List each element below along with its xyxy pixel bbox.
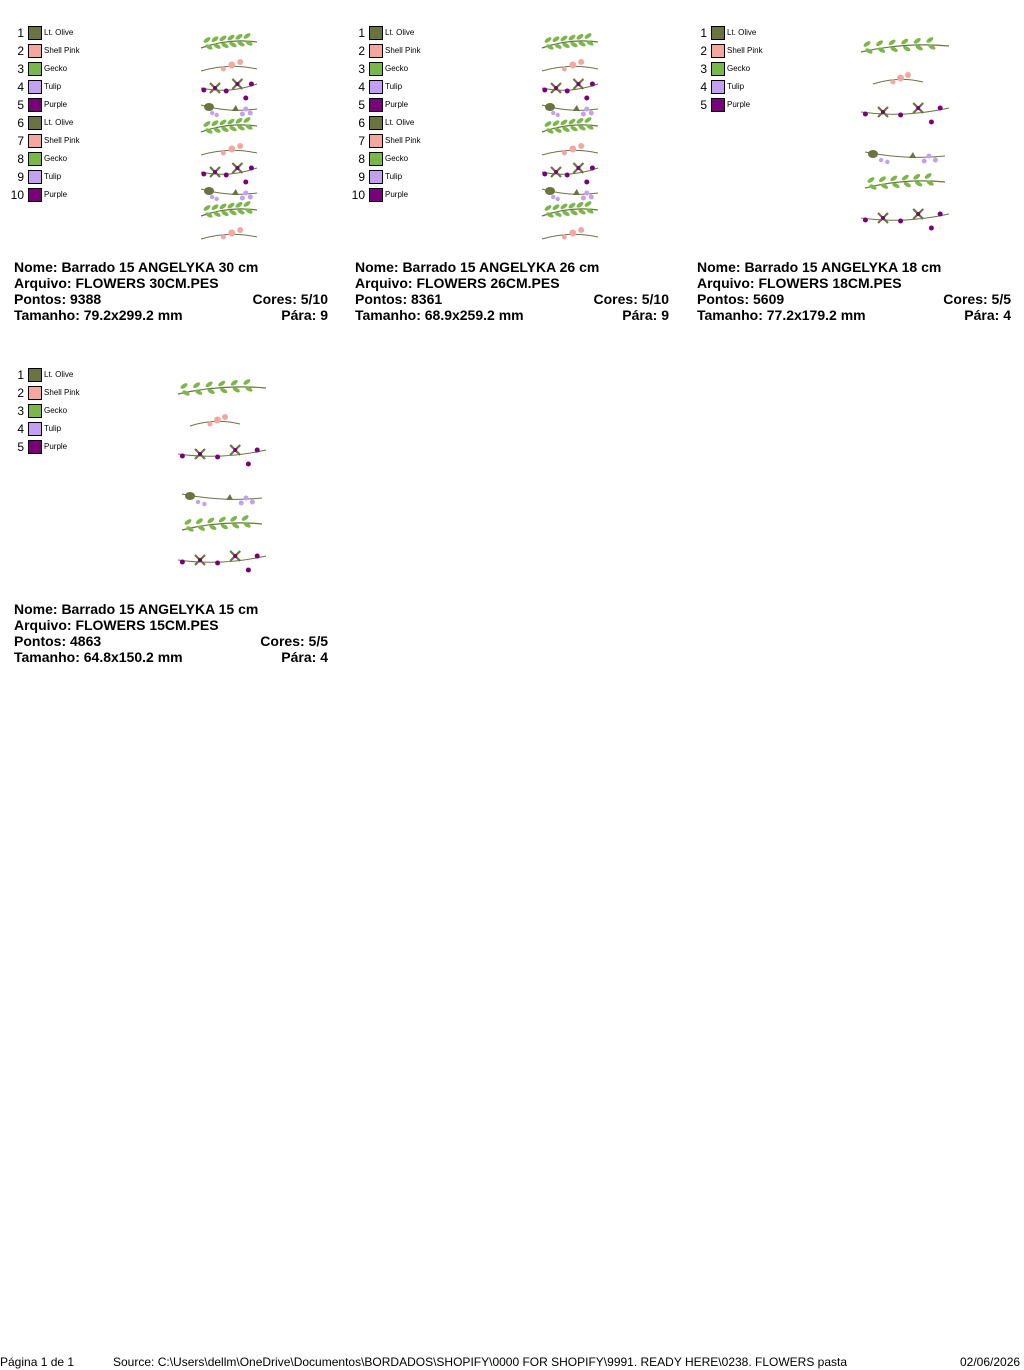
color-number: 8 <box>358 152 365 166</box>
color-name: Gecko <box>44 154 68 163</box>
design-size: Tamanho: 64.8x150.2 mm <box>14 649 183 665</box>
design-size: Tamanho: 79.2x299.2 mm <box>14 307 183 323</box>
color-name: Shell Pink <box>385 136 421 145</box>
color-swatch <box>28 62 42 76</box>
color-name: Tulip <box>385 82 403 91</box>
color-swatch <box>28 152 42 166</box>
color-swatch <box>28 116 42 130</box>
color-number: 9 <box>17 170 24 184</box>
color-number: 1 <box>358 26 365 40</box>
color-name: Lt. Olive <box>727 28 757 37</box>
color-number: 7 <box>17 134 24 148</box>
color-swatch <box>28 386 42 400</box>
stitch-count: Pontos: 8361 <box>355 291 443 307</box>
stitch-count: Pontos: 9388 <box>14 291 102 307</box>
stop-count: Pára: 4 <box>281 649 328 665</box>
color-swatch <box>711 26 725 40</box>
design-name: Nome: Barrado 15 ANGELYKA 18 cm <box>697 259 942 275</box>
color-swatch <box>369 98 383 112</box>
design-size: Tamanho: 77.2x179.2 mm <box>697 307 866 323</box>
color-name: Purple <box>44 190 68 199</box>
design-name: Nome: Barrado 15 ANGELYKA 26 cm <box>355 259 600 275</box>
stop-count: Pára: 4 <box>964 307 1011 323</box>
design-info <box>697 259 1011 323</box>
color-number: 2 <box>700 44 707 58</box>
color-name: Tulip <box>385 172 403 181</box>
color-name: Gecko <box>385 64 409 73</box>
color-swatch <box>369 62 383 76</box>
color-name: Lt. Olive <box>385 28 415 37</box>
color-number: 8 <box>17 152 24 166</box>
color-swatch <box>28 422 42 436</box>
stitch-count: Pontos: 5609 <box>697 291 785 307</box>
color-count: Cores: 5/10 <box>593 291 669 307</box>
color-swatch <box>28 26 42 40</box>
design-card-18cm <box>697 26 1017 356</box>
color-name: Purple <box>385 100 409 109</box>
color-name: Purple <box>44 442 68 451</box>
color-swatch <box>28 98 42 112</box>
color-name: Lt. Olive <box>44 370 74 379</box>
color-name: Gecko <box>44 64 68 73</box>
color-name: Purple <box>44 100 68 109</box>
color-number: 5 <box>700 98 707 112</box>
design-info <box>14 259 328 323</box>
color-number: 1 <box>700 26 707 40</box>
color-name: Shell Pink <box>44 46 80 55</box>
color-number: 4 <box>358 80 365 94</box>
color-name: Lt. Olive <box>44 118 74 127</box>
color-number: 1 <box>17 26 24 40</box>
design-name: Nome: Barrado 15 ANGELYKA 30 cm <box>14 259 259 275</box>
design-name: Nome: Barrado 15 ANGELYKA 15 cm <box>14 601 259 617</box>
embroidery-design-preview <box>190 30 268 252</box>
design-card-30cm <box>10 26 334 356</box>
color-swatch <box>369 80 383 94</box>
color-name: Tulip <box>44 172 62 181</box>
color-number: 3 <box>17 404 24 418</box>
color-number: 4 <box>17 80 24 94</box>
color-number: 5 <box>17 98 24 112</box>
color-number: 3 <box>700 62 707 76</box>
color-name: Purple <box>385 190 409 199</box>
page-number: Página 1 de 1 <box>0 1355 75 1369</box>
color-swatch <box>369 116 383 130</box>
color-name: Shell Pink <box>44 136 80 145</box>
color-name: Lt. Olive <box>385 118 415 127</box>
color-swatch <box>369 26 383 40</box>
color-number: 7 <box>358 134 365 148</box>
color-count: Cores: 5/5 <box>260 633 328 649</box>
color-number: 9 <box>358 170 365 184</box>
color-swatch <box>369 44 383 58</box>
color-number: 3 <box>358 62 365 76</box>
color-number: 5 <box>17 440 24 454</box>
stop-count: Pára: 9 <box>622 307 669 323</box>
color-swatch <box>28 170 42 184</box>
design-card-26cm <box>351 26 675 356</box>
color-name: Tulip <box>727 82 745 91</box>
color-number: 6 <box>17 116 24 130</box>
color-number: 5 <box>358 98 365 112</box>
color-number: 3 <box>17 62 24 76</box>
color-number: 2 <box>17 44 24 58</box>
color-name: Gecko <box>385 154 409 163</box>
design-file: Arquivo: FLOWERS 30CM.PES <box>14 275 219 291</box>
color-number: 10 <box>10 188 24 202</box>
color-number: 2 <box>358 44 365 58</box>
color-swatch <box>369 152 383 166</box>
color-swatch <box>28 44 42 58</box>
color-name: Gecko <box>727 64 751 73</box>
color-count: Cores: 5/5 <box>943 291 1011 307</box>
stitch-count: Pontos: 4863 <box>14 633 102 649</box>
design-card-15cm <box>14 368 334 698</box>
color-swatch <box>369 170 383 184</box>
design-size: Tamanho: 68.9x259.2 mm <box>355 307 524 323</box>
color-name: Tulip <box>44 82 62 91</box>
color-swatch <box>28 80 42 94</box>
color-number: 2 <box>17 386 24 400</box>
color-count: Cores: 5/10 <box>252 291 328 307</box>
color-name: Shell Pink <box>727 46 763 55</box>
color-number: 4 <box>17 422 24 436</box>
embroidery-design-preview <box>172 372 272 594</box>
design-file: Arquivo: FLOWERS 18CM.PES <box>697 275 902 291</box>
color-name: Tulip <box>44 424 62 433</box>
color-swatch <box>711 62 725 76</box>
page-footer <box>0 1355 1024 1370</box>
color-swatch <box>28 368 42 382</box>
color-swatch <box>28 134 42 148</box>
color-swatch <box>711 98 725 112</box>
color-name: Shell Pink <box>385 46 421 55</box>
color-swatch <box>28 404 42 418</box>
color-swatch <box>711 44 725 58</box>
color-name: Shell Pink <box>44 388 80 397</box>
color-name: Gecko <box>44 406 68 415</box>
color-swatch <box>28 440 42 454</box>
color-number: 6 <box>358 116 365 130</box>
color-number: 10 <box>351 188 365 202</box>
color-swatch <box>28 188 42 202</box>
color-number: 4 <box>700 80 707 94</box>
color-number: 1 <box>17 368 24 382</box>
print-date: 02/06/2026 <box>960 1355 1021 1369</box>
design-file: Arquivo: FLOWERS 15CM.PES <box>14 617 219 633</box>
color-swatch <box>369 188 383 202</box>
embroidery-design-preview <box>531 30 609 252</box>
color-name: Purple <box>727 100 751 109</box>
color-name: Lt. Olive <box>44 28 74 37</box>
design-info <box>14 601 328 665</box>
embroidery-design-preview <box>855 30 955 252</box>
design-file: Arquivo: FLOWERS 26CM.PES <box>355 275 560 291</box>
source-path: Source: C:\Users\dellm\OneDrive\Documentos\BORDADOS\SHOPIFY\0000 FOR SHOPIFY\9991. READY HERE\0238. FLOWERS pasta <box>113 1355 848 1369</box>
color-swatch <box>369 134 383 148</box>
color-swatch <box>711 80 725 94</box>
design-info <box>355 259 669 323</box>
stop-count: Pára: 9 <box>281 307 328 323</box>
